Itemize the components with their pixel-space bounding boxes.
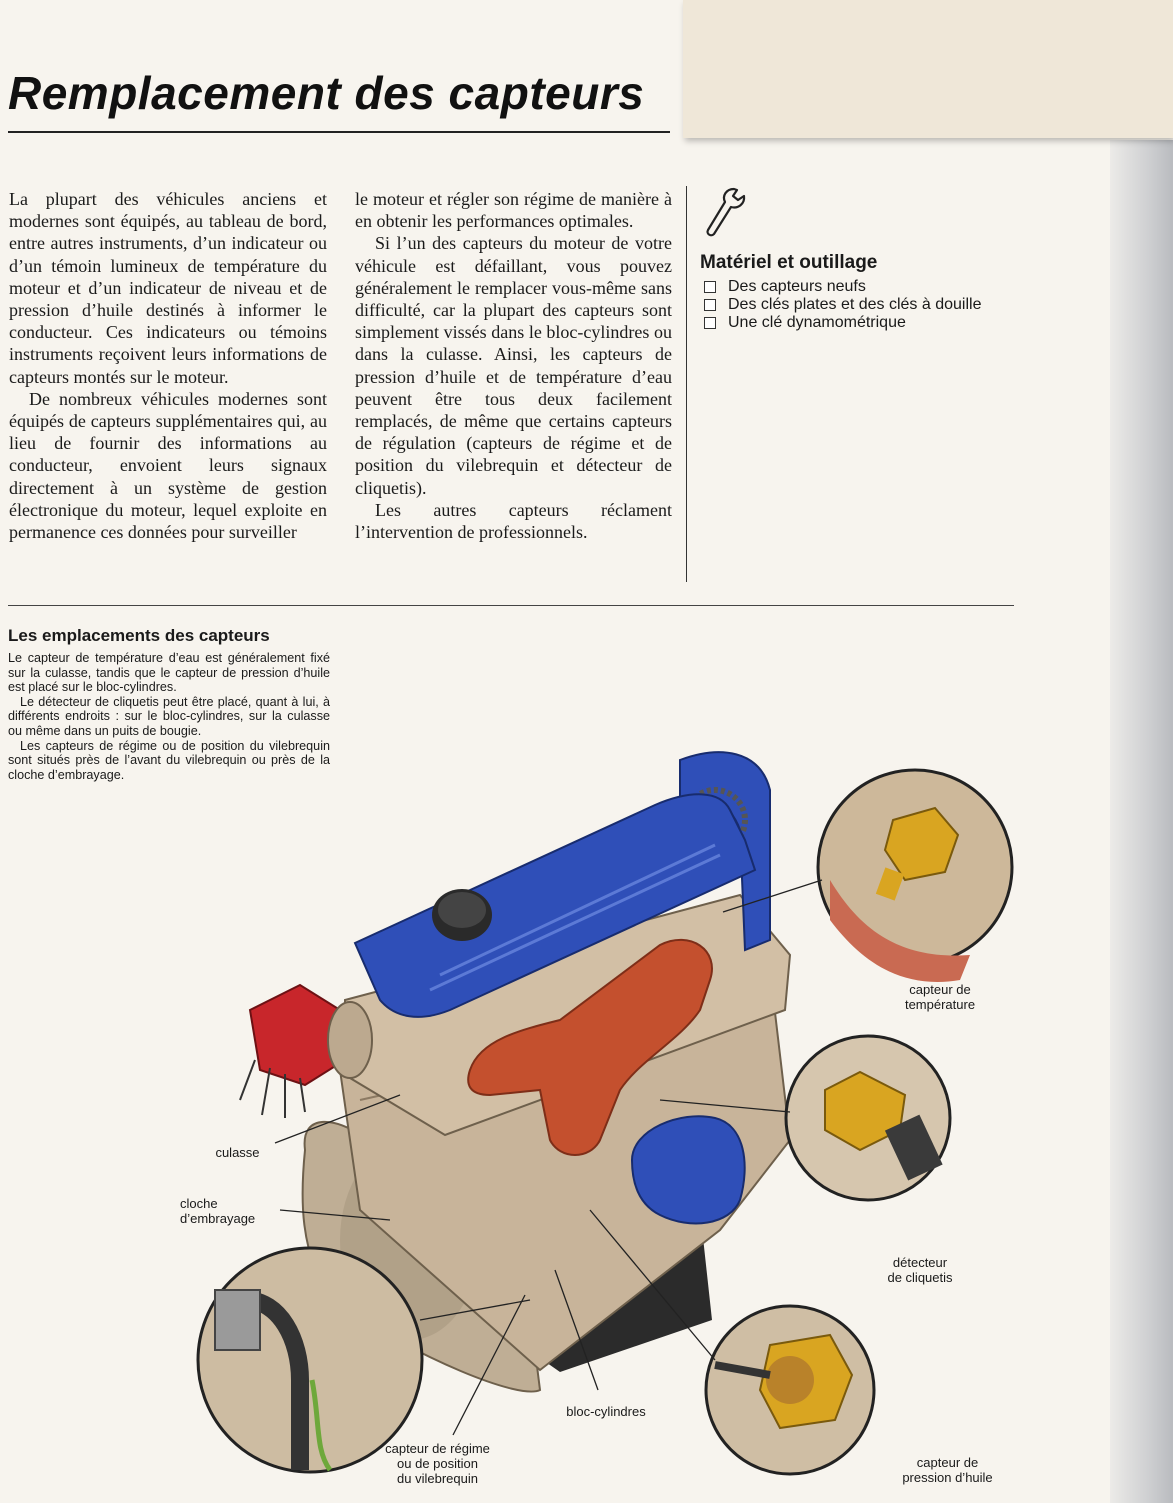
intro-paragraph: De nombreux véhicules modernes sont équipés de capteurs supplémentaires qui, au lieu de fournir des informations au conducteur, envoient leurs signaux directement à un système de gestion électronique du moteur, lequel exploite en permanence ces données pour surveiller: [9, 388, 327, 543]
intro-paragraph: le moteur et régler son régime de manière à en obtenir les performances optimales.: [355, 189, 672, 232]
intro-paragraph: Les autres capteurs réclament l’intervention de professionnels.: [355, 499, 672, 543]
section-title: Les emplacements des capteurs: [8, 626, 270, 645]
label-capteur-regime: capteur de régime ou de position du vilebrequin: [385, 1441, 490, 1486]
label-detecteur-cliquetis: détecteur de cliquetis: [887, 1255, 953, 1285]
intro-paragraph: La plupart des véhicules anciens et modernes sont équipés, au tableau de bord, entre autres instruments, d’un indicateur ou d’un témoin lumineux de température du moteur et d’un indicateur de niveau et de pression d’huile destinés à informer le conducteur. Ces indicateurs ou témoins instruments reçoivent leurs informations de capteurs montés sur le moteur.: [9, 189, 327, 387]
page-title: Remplacement des capteurs: [8, 67, 645, 119]
intro-paragraph: Si l’un des capteurs du moteur de votre véhicule est défaillant, vous pouvez généralement le remplacer vous-même sans difficulté, car la plupart des capteurs sont simplement vissés dans le bloc-cylindres ou dans la culasse. Ainsi, les capteurs de pression d’huile et de température d’eau peuvent être tous deux facilement remplacés, de même que certains capteurs de régulation (capteurs de régime et de position du vilebrequin et détecteur de cliquetis).: [355, 233, 672, 498]
label-bloc-cylindres: bloc-cylindres: [566, 1404, 646, 1419]
tool-label: Des clés plates et des clés à douille: [728, 296, 982, 313]
label-capteur-pression: capteur de pression d’huile: [902, 1455, 993, 1485]
label-culasse: culasse: [215, 1145, 260, 1160]
tools-title: Matériel et outillage: [700, 252, 878, 273]
tool-label: Des capteurs neufs: [728, 278, 866, 295]
label-cloche-embrayage: cloche d’embrayage: [180, 1196, 256, 1226]
section-paragraph: Le détecteur de cliquetis peut être placé, quant à lui, à différents endroits : sur le bloc-cylindres, sur la culasse ou même dans un puits de bougie.: [8, 694, 330, 738]
section-paragraph: Le capteur de température d’eau est généralement fixé sur la culasse, tandis que le capteur de pression d’huile est placé sur le bloc-cylindres.: [8, 651, 330, 695]
section-paragraph: Les capteurs de régime ou de position du vilebrequin sont situés près de l’avant du vilebrequin ou près de la cloche d’embrayage.: [8, 738, 330, 782]
label-capteur-temperature: capteur de température: [904, 982, 976, 1012]
tool-label: Une clé dynamométrique: [728, 314, 906, 331]
